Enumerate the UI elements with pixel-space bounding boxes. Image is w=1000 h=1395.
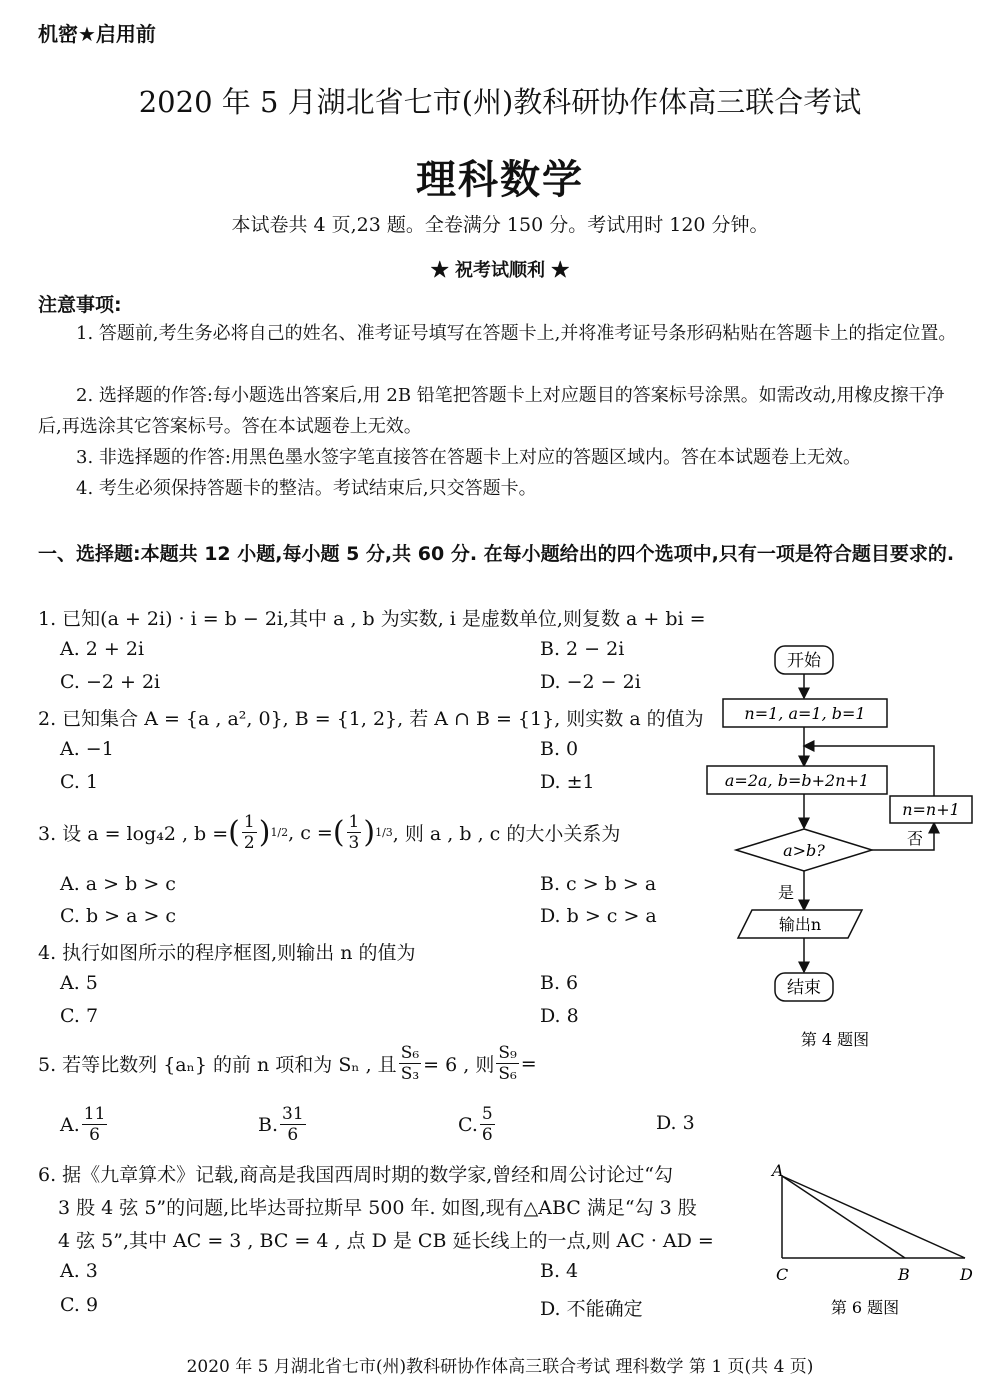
question-5-stem (38, 1043, 537, 1084)
section-heading: 一、选择题:本题共 12 小题,每小题 5 分,共 60 分. 在每小题给出的四个选项中,只有一项是符合题目要求的. (38, 543, 955, 565)
q5-option-a: A. $\frac{11}{6}$ (60, 1104, 106, 1145)
q5-option-c: C. $\frac{5}{6}$ (458, 1104, 493, 1145)
q3-c-fraction: $\frac{1}{3}$ (348, 812, 360, 853)
flowchart-figure (690, 636, 990, 1056)
notice-item: 2. 选择题的作答:每小题选出答案后,用 2B 铅笔把答题卡上对应题目的答案标号涂黑。如需改动,用橡皮擦干净后,再选涂其它答案标号。答在本试题卷上无效。 (38, 385, 945, 437)
flowchart-caption: 第 4 题图 (800, 1030, 870, 1049)
q3-option-b: B. c > b > a (540, 873, 657, 895)
q4-option-c: C. 7 (60, 1005, 99, 1027)
q6-option-b: B. 4 (540, 1260, 579, 1282)
question-6-line-3: 4 弦 5”,其中 AC = 3 , BC = 4 , 点 D 是 CB 延长线上的一点,则 AC · AD = (58, 1230, 714, 1252)
q1-option-d: D. −2 − 2i (540, 671, 641, 693)
q3-option-c: C. b > a > c (60, 905, 177, 927)
q3-stem-end: , 则 a , b , c 的大小关系为 (392, 823, 621, 845)
q1-option-b: B. 2 − 2i (540, 638, 625, 660)
q2-option-d: D. ±1 (540, 771, 595, 793)
q5-option-d: D. 3 (656, 1112, 695, 1134)
flow-end-label: 结束 (787, 978, 821, 998)
secret-mark: 机密★启用前 (38, 22, 156, 46)
question-4-stem: 4. 执行如图所示的程序框图,则输出 n 的值为 (38, 942, 416, 964)
q5-stem-a: 5. 若等比数列 {aₙ} 的前 n 项和为 Sₙ , 且 (38, 1054, 397, 1076)
question-3-stem: 3. 设 a = log₄2 , b = ( $\frac{1}{2}$ ) 1/2 , c = ( $\frac{1}{3}$ ) 1/3 , 则 a , b , c 的大小关系为 (38, 812, 621, 853)
q6-option-c: C. 9 (60, 1294, 99, 1316)
notice-item: 4. 考生必须保持答题卡的整洁。考试结束后,只交答题卡。 (76, 478, 537, 499)
point-c-label: C (776, 1265, 789, 1284)
q5-option-b: B. $\frac{31}{6}$ (258, 1104, 304, 1145)
wish-line: ★ 祝考试顺利 ★ (430, 260, 570, 281)
q3-stem-c: , c = (288, 821, 333, 844)
triangle-caption: 第 6 题图 (830, 1298, 900, 1317)
notice-heading: 注意事项: (38, 294, 122, 316)
point-b-label: B (898, 1265, 910, 1284)
question-1-stem: 1. 已知(a + 2i) · i = b − 2i,其中 a , b 为实数, i 是虚数单位,则复数 a + bi = (38, 608, 706, 630)
flow-increment-label: n=n+1 (902, 800, 960, 819)
flow-init-label: n=1, a=1, b=1 (744, 704, 866, 723)
page-footer: 2020 年 5 月湖北省七市(州)教科研协作体高三联合考试 理科数学 第 1 页(共 4 页) (186, 1357, 814, 1377)
exam-title: 2020 年 5 月湖北省七市(州)教科研协作体高三联合考试 (138, 85, 862, 119)
q4-option-d: D. 8 (540, 1005, 579, 1027)
q3-b-fraction: $\frac{1}{2}$ (243, 812, 255, 853)
exam-info: 本试卷共 4 页,23 题。全卷满分 150 分。考试用时 120 分钟。 (231, 214, 769, 236)
flow-output-label: 输出n (778, 915, 822, 934)
q2-option-a: A. −1 (60, 738, 114, 760)
flow-start-label: 开始 (787, 651, 821, 671)
q2-option-b: B. 0 (540, 738, 579, 760)
q2-option-c: C. 1 (60, 771, 99, 793)
q3-stem-a: 3. 设 a = log₄2 , b = (38, 823, 229, 845)
q3-option-a: A. a > b > c (60, 873, 176, 895)
q3-option-d: D. b > c > a (540, 905, 657, 927)
point-d-label: D (960, 1265, 973, 1284)
q5-stem-c: = (520, 1052, 537, 1075)
question-6-line-2: 3 股 4 弦 5”的问题,比毕达哥拉斯早 500 年. 如图,现有△ABC 满足“勾 3 股 (58, 1197, 697, 1219)
question-6-line-1: 6. 据《九章算术》记载,商高是我国西周时期的数学家,曾经和周公讨论过“勾 (38, 1164, 673, 1186)
flow-no-label: 否 (907, 829, 924, 848)
q3-b-exponent: 1/2 (270, 826, 289, 839)
q4-option-b: B. 6 (540, 972, 579, 994)
notice-item: 3. 非选择题的作答:用黑色墨水签字笔直接答在答题卡上对应的答题区域内。答在本试题卷上无效。 (76, 447, 861, 468)
q6-option-d: D. 不能确定 (540, 1298, 643, 1320)
q5-ratio-1: $\frac{\text{S₆}}{\text{S₃}}$ (400, 1043, 420, 1084)
flow-decision-label: a>b? (783, 841, 825, 860)
q1-option-a: A. 2 + 2i (60, 638, 145, 660)
flow-update-label: a=2a, b=b+2n+1 (724, 771, 870, 790)
q5-ratio-2: $\frac{\text{S₉}}{\text{S₆}}$ (498, 1043, 517, 1084)
q1-option-c: C. −2 + 2i (60, 671, 161, 693)
notice-item: 1. 答题前,考生务必将自己的姓名、准考证号填写在答题卡上,并将准考证号条形码粘贴在答题卡上的指定位置。 (76, 323, 957, 344)
q3-c-exponent: 1/3 (375, 826, 393, 839)
q5-stem-b: = 6 , 则 (423, 1054, 495, 1076)
subject-title: 理科数学 (416, 156, 584, 203)
triangle-figure (760, 1160, 990, 1320)
point-a-label: A (772, 1161, 784, 1180)
flow-yes-label: 是 (778, 883, 795, 902)
q6-option-a: A. 3 (60, 1260, 98, 1282)
q4-option-a: A. 5 (60, 972, 98, 994)
question-2-stem: 2. 已知集合 A = {a , a², 0}, B = {1, 2}, 若 A ∩ B = {1}, 则实数 a 的值为 (38, 708, 704, 730)
